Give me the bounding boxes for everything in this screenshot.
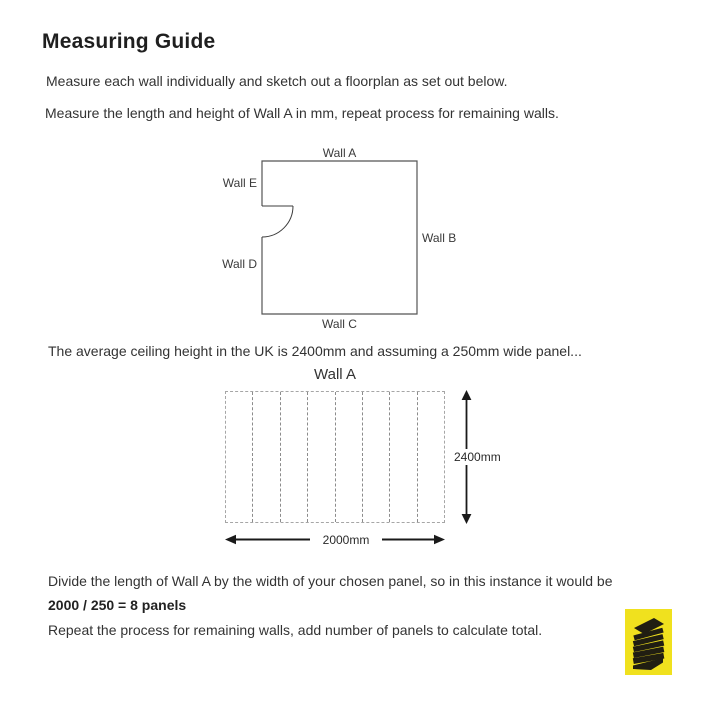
panel-diagram-title: Wall A: [314, 366, 356, 383]
wall-e-label: Wall E: [222, 176, 257, 190]
panel-grid: [225, 391, 445, 523]
door-swing-arc: [262, 206, 293, 237]
panel-cell: [253, 392, 280, 522]
panel-cell: [390, 392, 417, 522]
floorplan-walls: [262, 161, 417, 314]
wall-b-label: Wall B: [422, 231, 457, 245]
panel-cell: [226, 392, 253, 522]
ceiling-note-text: The average ceiling height in the UK is 2400mm and assuming a 250mm wide panel...: [48, 343, 582, 359]
panel-cell: [363, 392, 390, 522]
brand-logo: [625, 609, 672, 675]
repeat-note-text: Repeat the process for remaining walls, add number of panels to calculate total.: [48, 622, 543, 638]
panel-cell: [418, 392, 444, 522]
panel-cell: [308, 392, 335, 522]
panel-cell: [336, 392, 363, 522]
measure-instruction-text: Measure the length and height of Wall A in mm, repeat process for remaining walls.: [45, 105, 559, 121]
panel-cell: [281, 392, 308, 522]
page-title: Measuring Guide: [42, 30, 216, 53]
wall-a-label: Wall A: [322, 146, 357, 160]
wall-d-label: Wall D: [222, 257, 257, 271]
wall-c-label: Wall C: [322, 317, 357, 331]
height-dimension-label: 2400mm: [454, 450, 501, 464]
floorplan-diagram: [255, 155, 425, 320]
intro-text: Measure each wall individually and sketch out a floorplan as set out below.: [46, 73, 508, 89]
divide-instruction-text: Divide the length of Wall A by the width of your chosen panel, so in this instance it would be: [48, 573, 613, 589]
calculation-text: 2000 / 250 = 8 panels: [48, 597, 187, 613]
width-dimension-label: 2000mm: [310, 532, 382, 548]
